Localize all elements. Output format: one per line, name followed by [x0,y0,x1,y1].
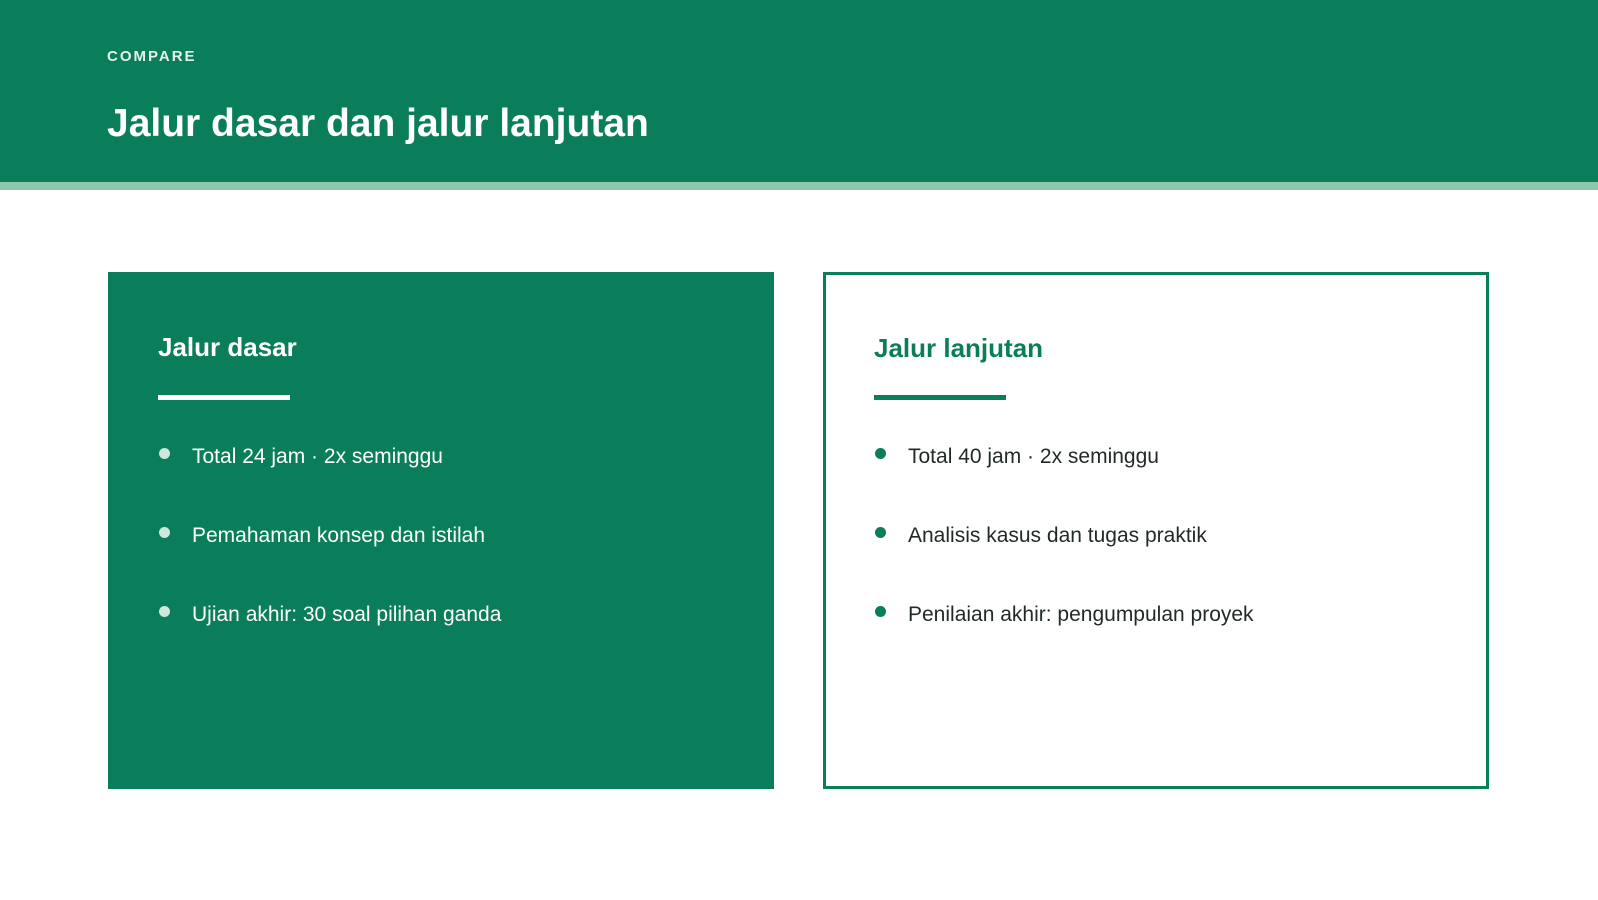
list-item-text: Analisis kasus dan tugas praktik [908,524,1207,547]
list-item-text: Total 24 jam · 2x seminggu [192,445,443,468]
bullet-icon [159,527,170,538]
card-title: Jalur dasar [158,332,297,362]
bullet-icon [159,606,170,617]
bullet-icon [875,448,886,459]
list-item [158,442,501,521]
list-item-text: Pemahaman konsep dan istilah [192,524,486,547]
list-item [874,600,1254,679]
bullet-icon [875,527,886,538]
header-banner [0,0,1598,182]
page-title: Jalur dasar dan jalur lanjutan [107,102,649,145]
list-item [874,521,1254,600]
bullet-icon [159,448,170,459]
card-title-underline [874,395,1006,400]
section-kicker: COMPARE [107,48,197,65]
bullet-icon [875,606,886,617]
card-title-underline [158,395,290,400]
card-title: Jalur lanjutan [874,333,1044,363]
list-item-text: Total 40 jam · 2x seminggu [908,445,1159,468]
list-item [158,521,501,600]
list-item [874,442,1254,521]
list-item-text: Penilaian akhir: pengumpulan proyek [908,603,1254,626]
list-item-text: Ujian akhir: 30 soal pilihan ganda [192,603,502,626]
bullet-list [158,442,501,679]
header-divider [0,182,1598,190]
list-item [158,600,501,679]
card-advanced-track [823,272,1489,789]
card-basic-track [108,272,774,789]
bullet-list [874,442,1254,679]
